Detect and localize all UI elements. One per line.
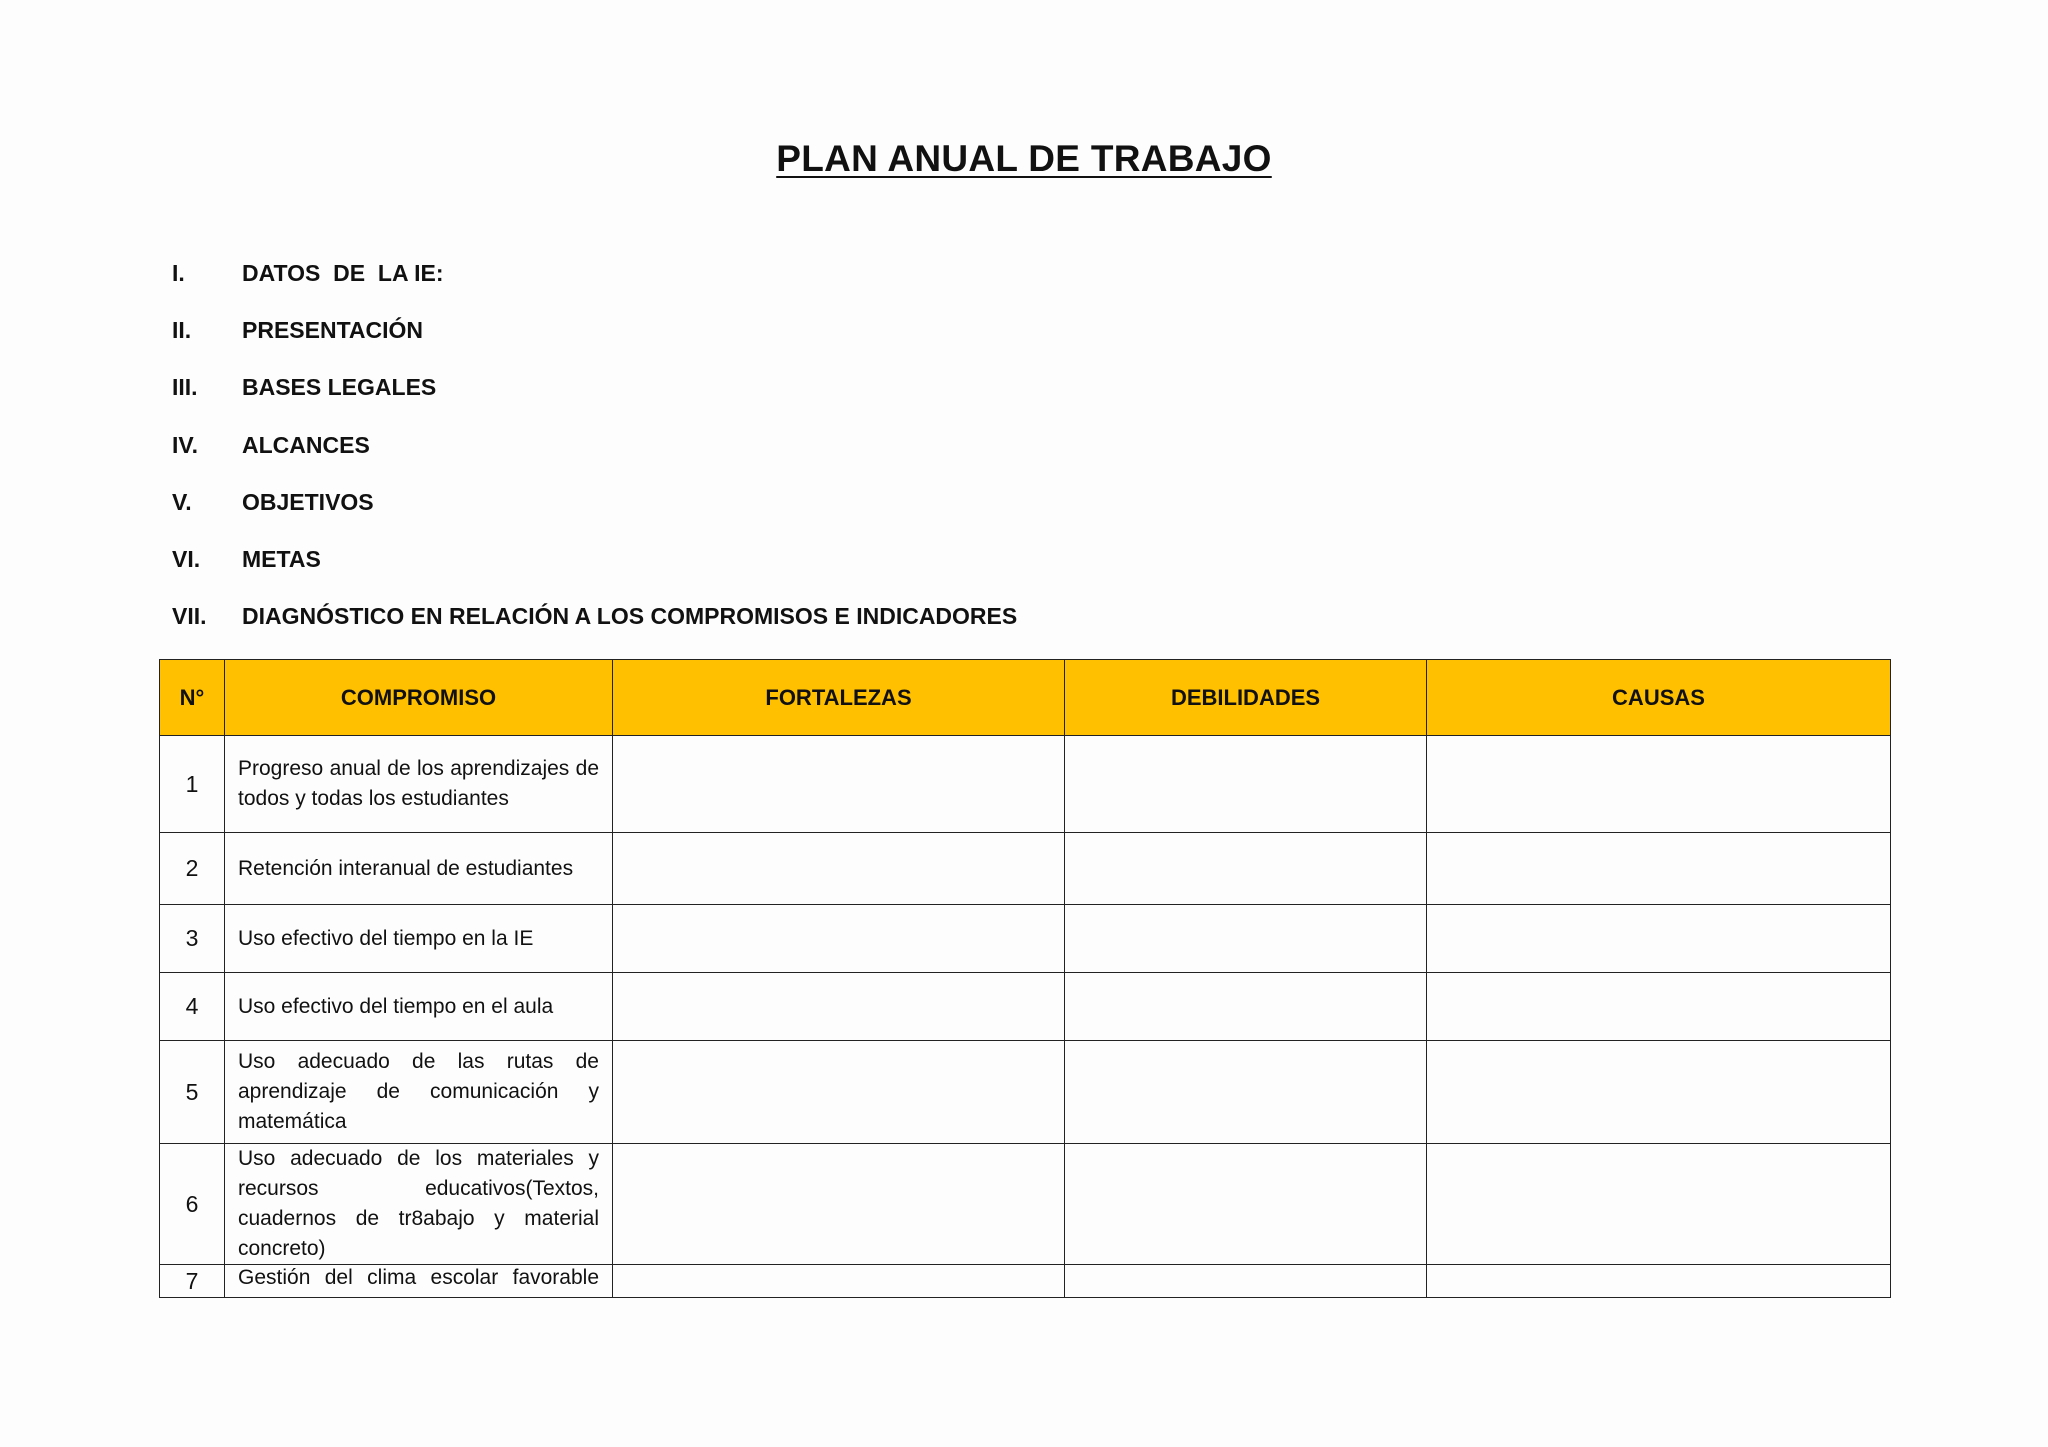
section-number: VI.: [172, 545, 201, 572]
cell-fortalezas: [613, 736, 1065, 833]
section-label: OBJETIVOS: [242, 488, 374, 515]
section-label: ALCANCES: [242, 431, 370, 458]
cell-fortalezas: [613, 1265, 1065, 1298]
section-list: [172, 260, 1017, 660]
cell-fortalezas: [613, 1144, 1065, 1265]
cell-compromiso: Uso adecuado de los materiales y recursos educativos(Textos, cuadernos de tr8abajo y material concreto): [225, 1144, 613, 1265]
section-item: [172, 260, 1017, 317]
cell-debilidades: [1065, 1041, 1427, 1144]
cell-debilidades: [1065, 905, 1427, 973]
cell-debilidades: [1065, 1144, 1427, 1265]
section-label: BASES LEGALES: [242, 374, 437, 401]
table-row: [160, 1265, 1891, 1298]
table-row: [160, 1041, 1891, 1144]
header-compromiso: COMPROMISO: [225, 660, 613, 736]
section-item: [172, 317, 1017, 374]
table-row: [160, 973, 1891, 1041]
cell-n: 2: [160, 833, 225, 905]
header-causas: CAUSAS: [1427, 660, 1891, 736]
cell-compromiso: Progreso anual de los aprendizajes de todos y todas los estudiantes: [225, 736, 613, 833]
section-item: [172, 603, 1017, 660]
cell-causas: [1427, 1144, 1891, 1265]
section-number: VII.: [172, 603, 207, 630]
table-header-row: [160, 660, 1891, 736]
cell-fortalezas: [613, 1041, 1065, 1144]
header-fortalezas: FORTALEZAS: [613, 660, 1065, 736]
page-title: PLAN ANUAL DE TRABAJO: [776, 138, 1272, 179]
cell-debilidades: [1065, 736, 1427, 833]
cell-n: 4: [160, 973, 225, 1041]
cell-fortalezas: [613, 973, 1065, 1041]
cell-n: 5: [160, 1041, 225, 1144]
diagnostic-table: [159, 659, 1891, 1298]
cell-compromiso: Gestión del clima escolar favorable: [225, 1265, 613, 1298]
cell-compromiso: Uso efectivo del tiempo en el aula: [225, 973, 613, 1041]
cell-compromiso: Retención interanual de estudiantes: [225, 833, 613, 905]
cell-n: 6: [160, 1144, 225, 1265]
section-label: DATOS DE LA IE:: [242, 260, 444, 286]
cell-n: 7: [160, 1265, 225, 1298]
cell-causas: [1427, 973, 1891, 1041]
section-number: V.: [172, 488, 192, 515]
cell-causas: [1427, 833, 1891, 905]
section-number: II.: [172, 317, 192, 344]
cell-n: 3: [160, 905, 225, 973]
header-n: N°: [160, 660, 225, 736]
cell-debilidades: [1065, 973, 1427, 1041]
cell-fortalezas: [613, 833, 1065, 905]
section-item: [172, 489, 1017, 546]
section-label: DIAGNÓSTICO EN RELACIÓN A LOS COMPROMISOS E INDICADORES: [242, 603, 1018, 630]
cell-compromiso: Uso adecuado de las rutas de aprendizaje de comunicación y matemática: [225, 1041, 613, 1144]
cell-causas: [1427, 1041, 1891, 1144]
cell-causas: [1427, 905, 1891, 973]
table-row: [160, 1144, 1891, 1265]
cell-causas: [1427, 736, 1891, 833]
cell-compromiso: Uso efectivo del tiempo en la IE: [225, 905, 613, 973]
section-item: [172, 374, 1017, 431]
section-number: III.: [172, 374, 198, 401]
cell-fortalezas: [613, 905, 1065, 973]
table-row: [160, 833, 1891, 905]
section-label: METAS: [242, 545, 321, 572]
section-item: [172, 546, 1017, 603]
cell-debilidades: [1065, 833, 1427, 905]
header-debilidades: DEBILIDADES: [1065, 660, 1427, 736]
cell-debilidades: [1065, 1265, 1427, 1298]
table-row: [160, 905, 1891, 973]
section-label: PRESENTACIÓN: [242, 317, 424, 344]
table-row: [160, 736, 1891, 833]
section-item: [172, 432, 1017, 489]
cell-causas: [1427, 1265, 1891, 1298]
section-number: IV.: [172, 431, 199, 458]
cell-n: 1: [160, 736, 225, 833]
section-number: I.: [172, 260, 185, 286]
